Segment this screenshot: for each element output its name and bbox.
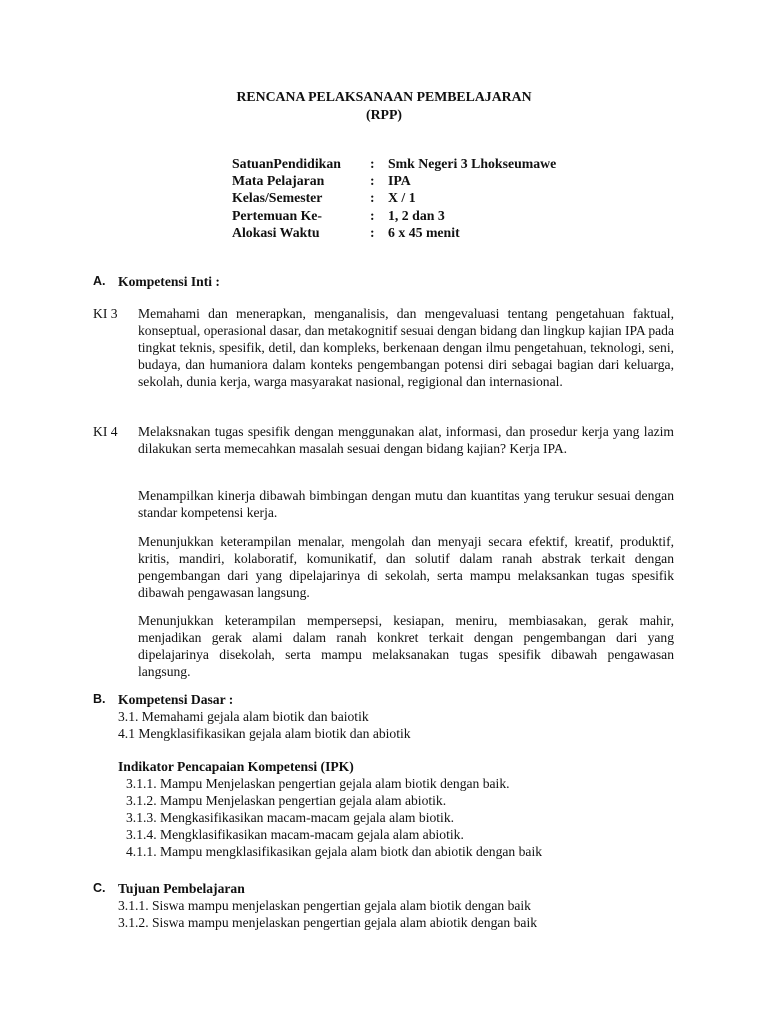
kd-item: 4.1 Mengklasifikasikan gejala alam biotik dan abiotik: [118, 726, 411, 741]
ipk-title: Indikator Pencapaian Kompetensi (IPK): [118, 759, 354, 774]
identity-colon: :: [370, 173, 375, 189]
identity-colon: :: [370, 207, 375, 223]
identity-label: Alokasi Waktu: [232, 224, 320, 240]
identity-label: Kelas/Semester: [232, 190, 323, 206]
identity-row: [232, 172, 556, 189]
identity-value: 6 x 45 menit: [388, 224, 460, 240]
identity-colon: :: [370, 190, 375, 206]
section-b-letter: B.: [93, 692, 106, 706]
identity-colon: :: [370, 224, 375, 240]
ipk-item: 4.1.1. Mampu mengklasifikasikan gejala alam biotk dan abiotik dengan baik: [126, 844, 543, 859]
identity-value: X / 1: [388, 190, 416, 206]
identity-label: SatuanPendidikan: [232, 156, 341, 171]
identity-row: [232, 207, 556, 224]
document-subtitle: (RPP): [365, 107, 402, 122]
ki3-label: KI 3: [93, 306, 118, 321]
ipk-item: 3.1.3. Mengkasifikasikan macam-macam gejala alam biotik.: [126, 810, 455, 825]
objective-item: 3.1.2. Siswa mampu menjelaskan pengertian gejala alam abiotik dengan baik: [118, 915, 538, 930]
document-title: RENCANA PELAKSANAAN PEMBELAJARAN: [236, 89, 532, 104]
identity-value: 1, 2 dan 3: [388, 207, 445, 223]
ipk-item: 3.1.1. Mampu Menjelaskan pengertian gejala alam biotik dengan baik.: [126, 776, 510, 791]
identity-value: Smk Negeri 3 Lhokseumawe: [388, 156, 557, 171]
kd-item: 3.1. Memahami gejala alam biotik dan baiotik: [118, 709, 369, 724]
identity-value: IPA: [388, 173, 411, 189]
section-c-title: Tujuan Pembelajaran: [118, 881, 245, 896]
ki3-text: Memahami dan menerapkan, menganalisis, dan mengevaluasi tentang pengetahuan faktual, konseptual, operasional dasar, dan metakognitif sesuai dengan bidang dan lingkup kajian IPA pada tingkat teknis, spesifik, detil, dan kompleks, berkenaan dengan ilmu pengetahuan, teknologi, seni, budaya, dan humaniora dalam konteks pengembangan potensi diri sebagai bagian dari keluarga, sekolah, dunia kerja, warga masyarakat nasional, regigional dan internasional.: [138, 306, 674, 389]
ipk-item: 3.1.4. Mengklasifikasikan macam-macam gejala alam abiotik.: [126, 827, 464, 842]
ki4-paragraph: Menunjukkan keterampilan mempersepsi, kesiapan, meniru, membiasakan, gerak mahir, menjadikan gerak alami dalam ranah konkret terkait dengan pengembangan dari yang dipelajarinya disekolah, serta mampu melaksanakan tugas spesifik dibawah pengawasan langsung.: [138, 613, 674, 679]
section-c-letter: C.: [93, 881, 106, 895]
identity-label: Mata Pelajaran: [232, 173, 325, 189]
ki4-paragraph: Melaksnakan tugas spesifik dengan menggunakan alat, informasi, dan prosedur kerja yang lazim dilakukan serta memecahkan masalah sesuai dengan bidang kajian? Kerja IPA.: [138, 424, 674, 456]
identity-table: [232, 155, 556, 241]
identity-row: [232, 155, 556, 172]
ki4-paragraph: Menampilkan kinerja dibawah bimbingan dengan mutu dan kuantitas yang terukur sesuai dengan standar kompetensi kerja.: [138, 488, 674, 520]
section-a-title: Kompetensi Inti :: [118, 274, 220, 289]
identity-row: [232, 224, 556, 241]
identity-row: [232, 189, 556, 206]
ipk-item: 3.1.2. Mampu Menjelaskan pengertian gejala alam abiotik.: [126, 793, 447, 808]
section-b-title: Kompetensi Dasar :: [118, 692, 234, 707]
ki4-label: KI 4: [93, 424, 118, 439]
identity-colon: :: [370, 156, 375, 171]
ki4-paragraph: Menunjukkan keterampilan menalar, mengolah dan menyaji secara efektif, kreatif, produktif, kritis, mandiri, kolaboratif, komunikatif, dan solutif dalam ranah abstrak terkait dengan pengembangan dari yang dipelajarinya di sekolah, serta mampu melaksankan tugas spesifik dibawah pengawasan langsung.: [138, 534, 674, 600]
identity-label: Pertemuan Ke-: [232, 207, 323, 223]
objective-item: 3.1.1. Siswa mampu menjelaskan pengertian gejala alam biotik dengan baik: [118, 898, 531, 913]
section-a-letter: A.: [93, 274, 106, 288]
